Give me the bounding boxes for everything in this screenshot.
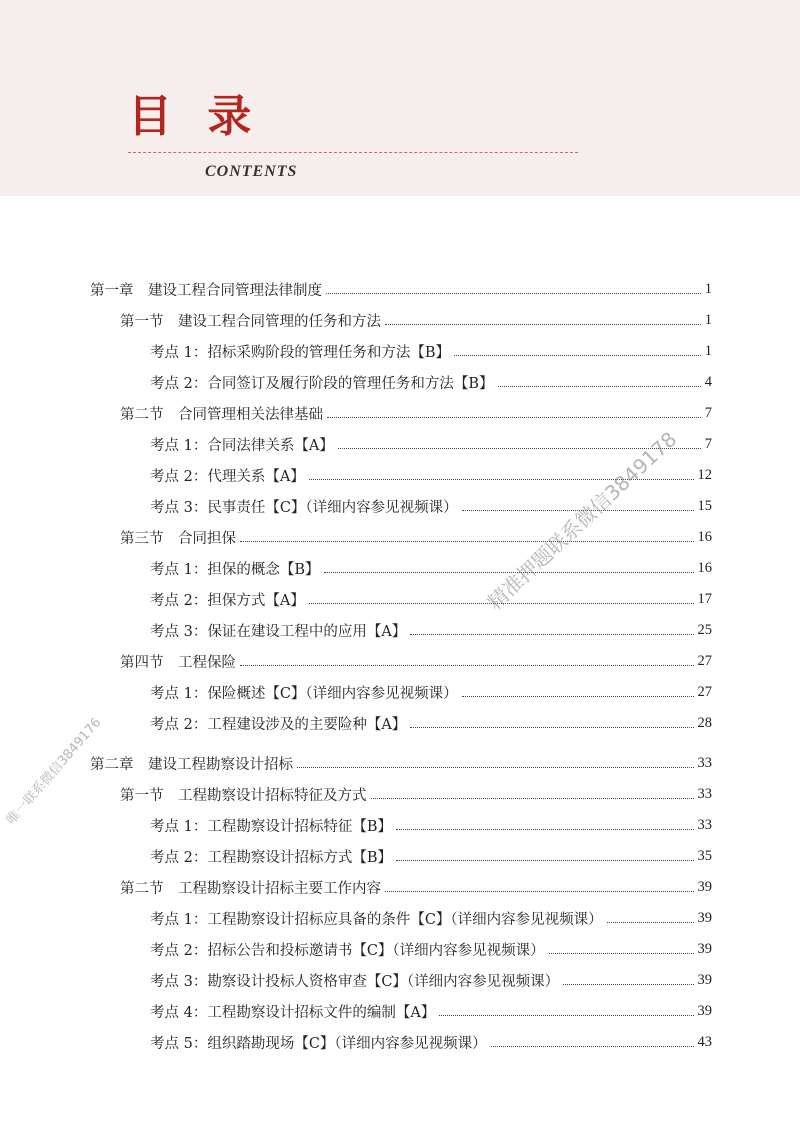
toc-item[interactable] [150,965,712,995]
toc-page-number: 39 [697,1002,712,1019]
toc-page-number: 35 [697,847,712,864]
dot-leader [385,324,701,325]
toc-page-number: 17 [697,590,712,607]
toc-label: 考点 3：民事责任【C】（详细内容参见视频课） [150,499,458,516]
watermark-text: 精准押题联系微信3849178 [482,426,682,615]
toc-item[interactable] [150,677,712,707]
toc-page-number: 43 [697,1033,712,1050]
toc-page-number: 16 [697,528,712,545]
header-band [0,0,800,196]
dot-leader [549,953,694,954]
toc-section[interactable] [120,398,712,428]
toc-label: 考点 3：勘察设计投标人资格审查【C】（详细内容参见视频课） [150,973,560,990]
toc-page-number: 7 [704,404,712,421]
toc-item[interactable] [150,903,712,933]
dot-leader [607,922,694,923]
toc-label: 考点 2：招标公告和投标邀请书【C】（详细内容参见视频课） [150,942,545,959]
toc-item[interactable] [150,615,712,645]
toc-label: 第一节 建设工程合同管理的任务和方法 [120,313,381,330]
toc-chapter[interactable] [90,748,712,778]
dot-leader [498,386,701,387]
dot-leader [439,1015,693,1016]
toc-label: 考点 1：招标采购阶段的管理任务和方法【B】 [150,344,450,361]
toc-item[interactable] [150,367,712,397]
toc-section[interactable] [120,305,712,335]
toc-page-number: 27 [697,652,712,669]
title-divider [128,152,578,153]
dot-leader [240,665,694,666]
toc-page-number: 33 [697,816,712,833]
dot-leader [410,727,693,728]
toc-label: 考点 3：保证在建设工程中的应用【A】 [150,623,407,640]
dot-leader [396,860,694,861]
toc-item[interactable] [150,934,712,964]
toc-page-number: 4 [704,373,712,390]
toc-item[interactable] [150,810,712,840]
dot-leader [491,1046,694,1047]
dot-leader [371,798,694,799]
toc-label: 考点 2：担保方式【A】 [150,592,305,609]
toc-label: 第四节 工程保险 [120,654,236,671]
toc-label: 考点 1：担保的概念【B】 [150,561,320,578]
toc-page-number: 16 [697,559,712,576]
toc-page-number: 39 [697,940,712,957]
toc-section[interactable] [120,779,712,809]
toc-page-number: 39 [697,909,712,926]
toc-label: 考点 1：保险概述【C】（详细内容参见视频课） [150,685,458,702]
toc-page-number: 39 [697,878,712,895]
toc-page-number: 7 [704,435,712,452]
toc-item[interactable] [150,553,712,583]
dot-leader [462,696,694,697]
dot-leader [240,541,694,542]
toc-item[interactable] [150,1027,712,1057]
dot-leader [454,355,701,356]
toc-page-number: 12 [697,466,712,483]
toc-label: 第二章 建设工程勘察设计招标 [90,756,293,773]
toc-label: 第二节 工程勘察设计招标主要工作内容 [120,880,381,897]
toc-label: 第一节 工程勘察设计招标特征及方式 [120,787,367,804]
toc-label: 考点 2：工程建设涉及的主要险种【A】 [150,716,407,733]
toc-label: 考点 2：合同签订及履行阶段的管理任务和方法【B】 [150,375,494,392]
watermark-text: 唯一联系微信3849176 [3,715,105,828]
toc-label: 考点 5：组织踏勘现场【C】（详细内容参见视频课） [150,1035,487,1052]
dot-leader [410,634,693,635]
toc-section[interactable] [120,522,712,552]
page-title: 目 录 [128,91,262,142]
toc-page-number: 27 [697,683,712,700]
toc-item[interactable] [150,336,712,366]
page-subtitle: CONTENTS [205,163,298,180]
toc-page-number: 28 [697,714,712,731]
toc-label: 考点 1：合同法律关系【A】 [150,437,334,454]
toc-page-number: 33 [697,785,712,802]
toc-page-number: 33 [697,754,712,771]
dot-leader [297,767,694,768]
toc-item[interactable] [150,708,712,738]
dot-leader [326,293,701,294]
toc-label: 第二节 合同管理相关法律基础 [120,406,323,423]
toc-item[interactable] [150,841,712,871]
toc-chapter[interactable] [90,274,712,304]
dot-leader [385,891,694,892]
toc-label: 第一章 建设工程合同管理法律制度 [90,282,322,299]
toc-section[interactable] [120,646,712,676]
toc-label: 第三节 合同担保 [120,530,236,547]
dot-leader [327,417,701,418]
toc-label: 考点 2：代理关系【A】 [150,468,305,485]
dot-leader [563,984,693,985]
toc-page-number: 1 [704,280,712,297]
toc-item[interactable] [150,996,712,1026]
toc-item[interactable] [150,584,712,614]
toc-label: 考点 2：工程勘察设计招标方式【B】 [150,849,392,866]
toc-page-number: 1 [704,311,712,328]
dot-leader [396,829,694,830]
toc-page-number: 25 [697,621,712,638]
toc-section[interactable] [120,872,712,902]
toc-page-number: 1 [704,342,712,359]
toc-label: 考点 1：工程勘察设计招标应具备的条件【C】（详细内容参见视频课） [150,911,603,928]
toc-page-number: 39 [697,971,712,988]
toc-label: 考点 4：工程勘察设计招标文件的编制【A】 [150,1004,436,1021]
toc-page-number: 15 [697,497,712,514]
toc-label: 考点 1：工程勘察设计招标特征【B】 [150,818,392,835]
